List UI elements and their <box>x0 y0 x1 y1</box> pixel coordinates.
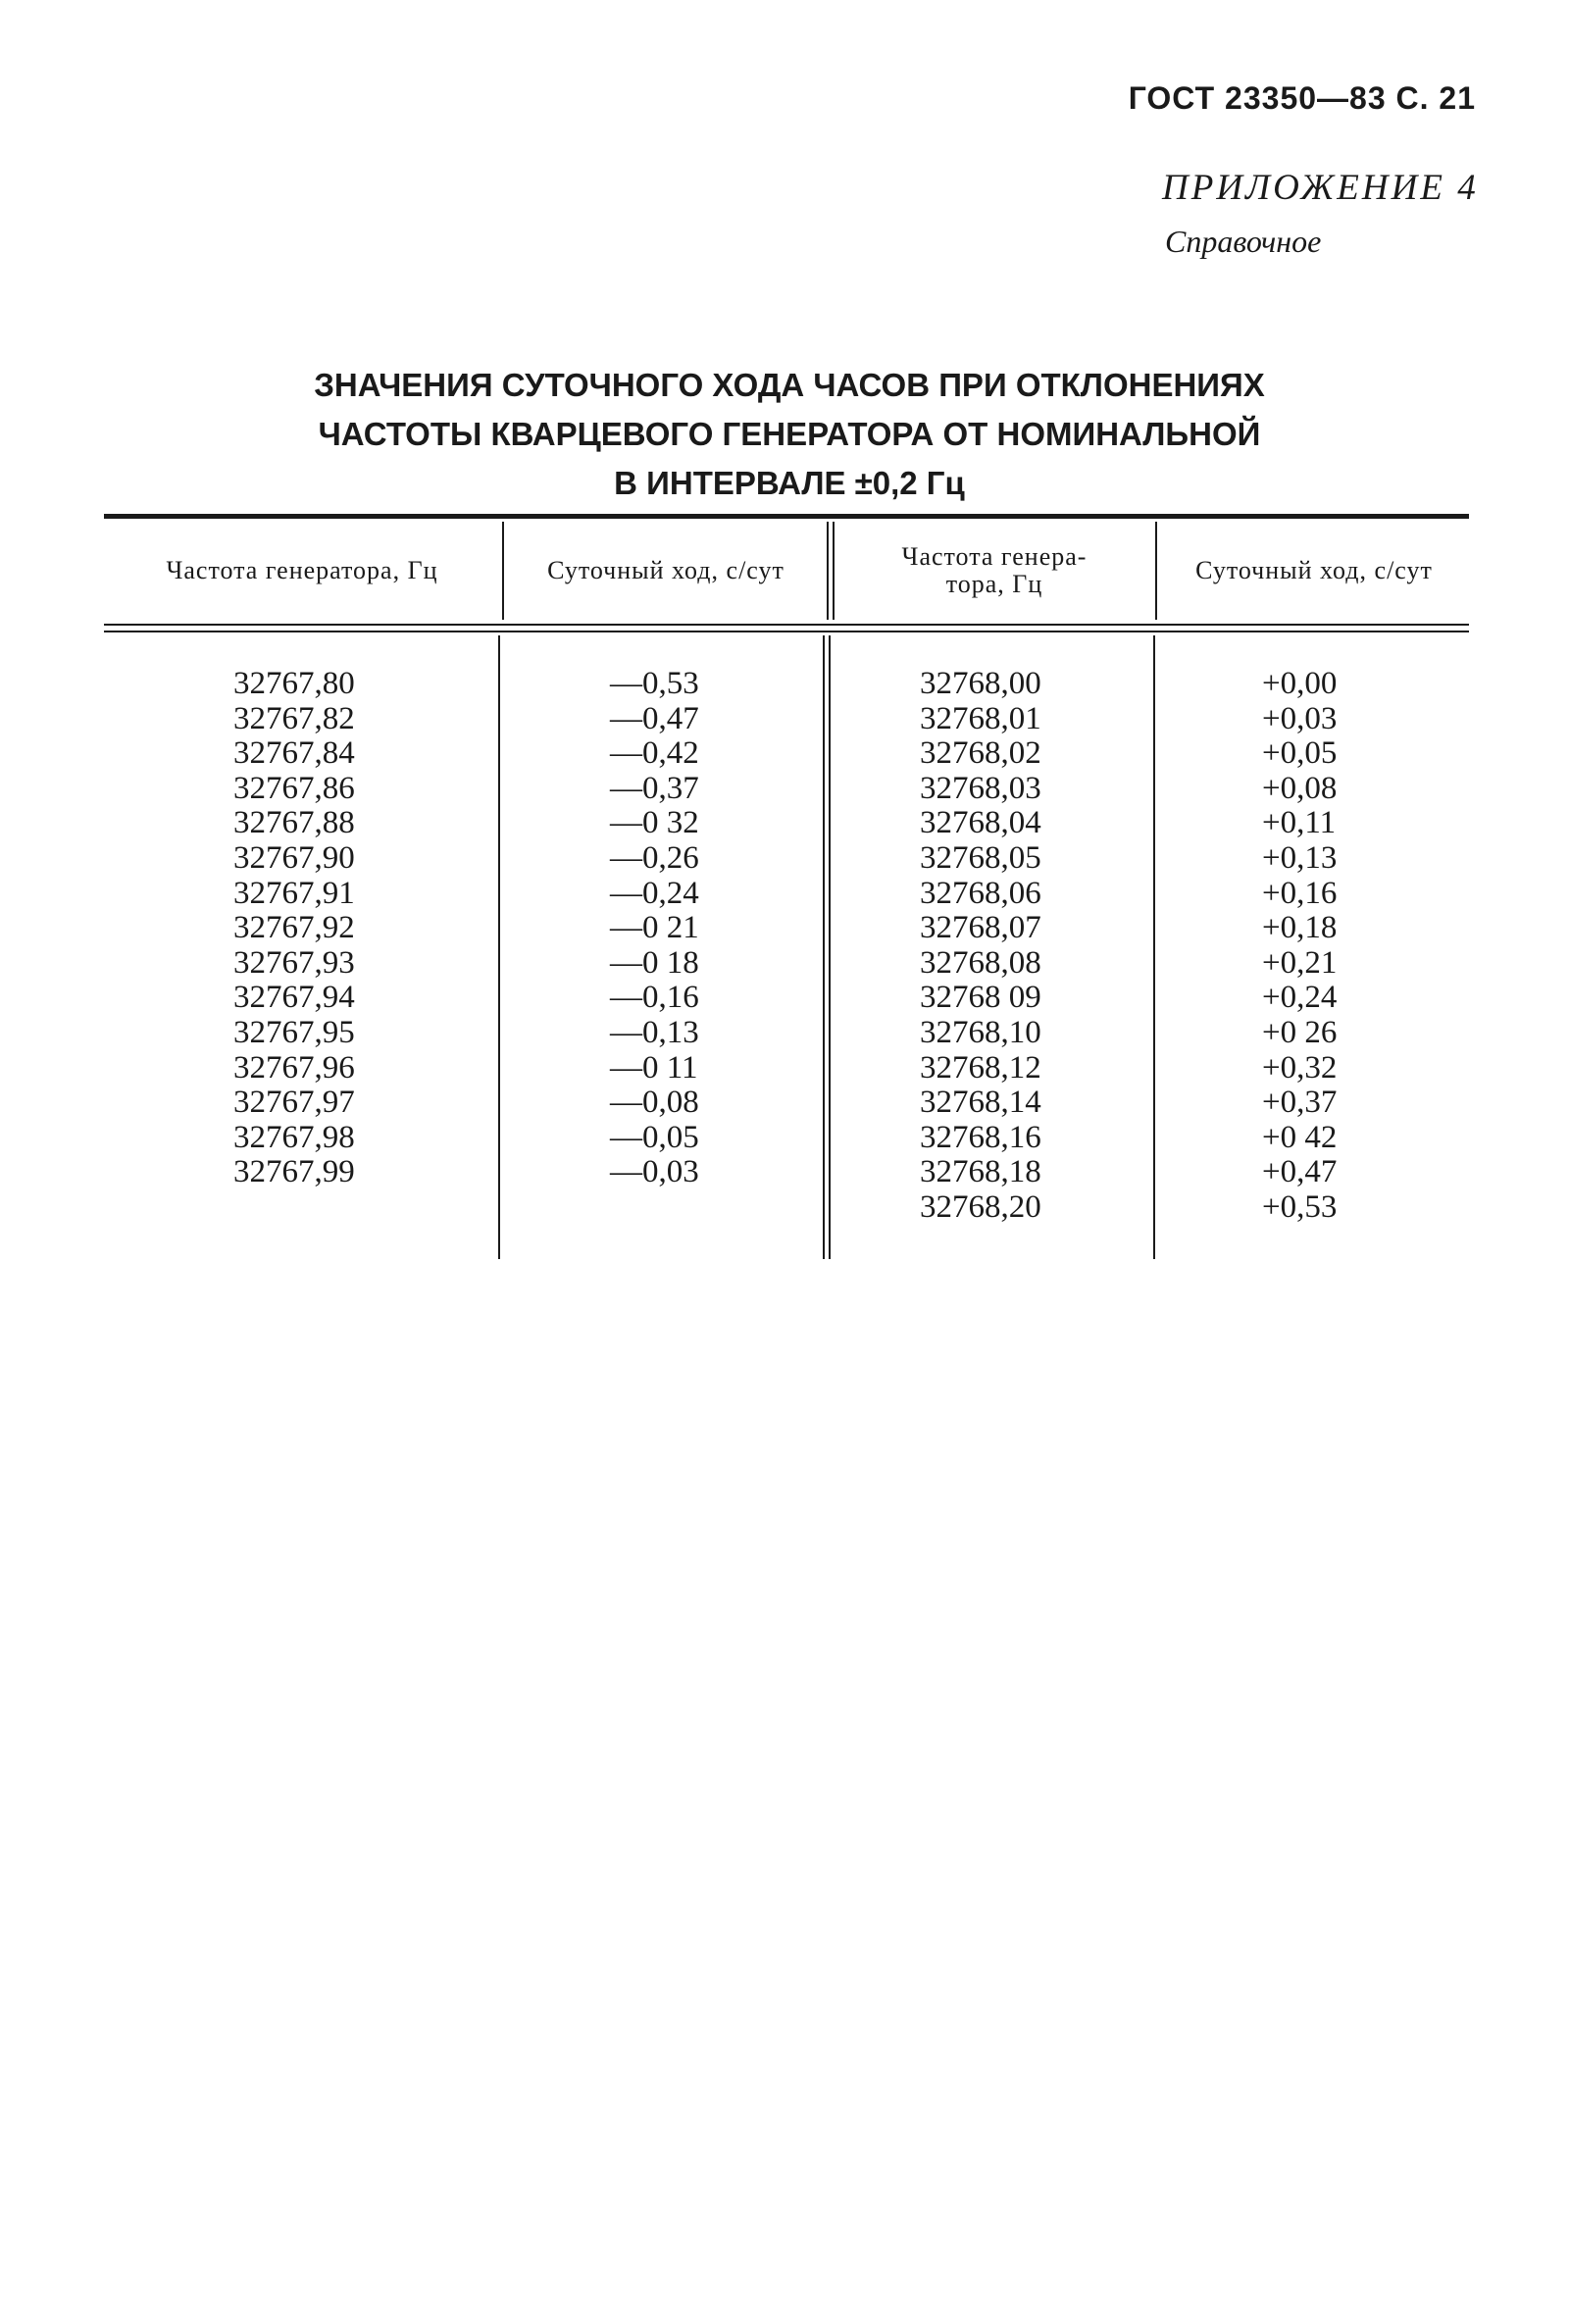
table-cell: 32768,04 <box>920 805 1041 841</box>
table-cell: 32768,18 <box>920 1154 1041 1190</box>
table-cell: —0,24 <box>610 875 699 911</box>
column-divider <box>833 522 835 620</box>
table-cell: 32768,06 <box>920 875 1041 911</box>
table-cell: 32767,82 <box>233 700 355 736</box>
table-cell: 32768,12 <box>920 1049 1041 1086</box>
table-cell: 32767,95 <box>233 1014 355 1050</box>
document-title <box>108 361 1471 508</box>
table-cell: +0,03 <box>1262 700 1338 736</box>
appendix-note: Справочное <box>1165 224 1322 259</box>
table-cell: 32768,02 <box>920 735 1041 772</box>
column-frequency-right <box>920 667 1041 1226</box>
table-cell: 32768,10 <box>920 1014 1041 1050</box>
column-frequency-left <box>233 667 355 1190</box>
table-cell: 32768,16 <box>920 1119 1041 1155</box>
table-cell: —0,42 <box>610 735 699 772</box>
table-cell: 32767,88 <box>233 805 355 841</box>
table-cell: +0,00 <box>1262 666 1338 701</box>
table-cell: 32767,84 <box>233 735 355 772</box>
table-cell: 32767,92 <box>233 910 355 946</box>
column-divider <box>502 522 504 620</box>
table-cell: 32767,98 <box>233 1119 355 1155</box>
table-cell: 32767,97 <box>233 1085 355 1121</box>
table-cell: 32768 09 <box>920 980 1041 1016</box>
table-cell: +0,18 <box>1262 910 1338 946</box>
table-cell: —0,37 <box>610 770 699 806</box>
table-cell: 32767,91 <box>233 875 355 911</box>
column-divider <box>498 635 500 1259</box>
table-cell: —0,26 <box>610 839 699 876</box>
table-cell: 32768,05 <box>920 839 1041 876</box>
table-cell: —0 11 <box>610 1049 698 1086</box>
page-header: ГОСТ 23350—83 С. 21 <box>1128 80 1476 116</box>
table-cell: —0 32 <box>610 805 699 841</box>
table-cell: +0,11 <box>1262 805 1337 841</box>
title-line: ЗНАЧЕНИЯ СУТОЧНОГО ХОДА ЧАСОВ ПРИ ОТКЛОНЕНИЯХ <box>314 367 1265 403</box>
header-frequency-left <box>104 522 500 620</box>
column-rate-left <box>610 667 699 1190</box>
table-cell: +0,08 <box>1262 770 1338 806</box>
table-cell: +0,05 <box>1262 735 1338 772</box>
table-cell: +0 26 <box>1262 1014 1338 1050</box>
table-cell: —0 21 <box>610 910 699 946</box>
header-rule <box>104 631 1469 632</box>
table-cell: 32768,00 <box>920 666 1041 701</box>
header-frequency-right <box>835 522 1153 620</box>
table-cell: +0,53 <box>1262 1188 1338 1225</box>
table-top-rule <box>104 514 1469 519</box>
title-line: ЧАСТОТЫ КВАРЦЕВОГО ГЕНЕРАТОРА ОТ НОМИНАЛЬНОЙ <box>318 416 1261 452</box>
table-cell: 32767,90 <box>233 839 355 876</box>
table-cell: +0,47 <box>1262 1154 1338 1190</box>
table-cell: +0,37 <box>1262 1085 1338 1121</box>
table-cell: —0 18 <box>610 944 699 981</box>
header-label: Частота генера- тора, Гц <box>901 542 1088 598</box>
table-cell: 32768,01 <box>920 700 1041 736</box>
table-cell: 32768,14 <box>920 1085 1041 1121</box>
table-cell: —0,03 <box>610 1154 699 1190</box>
table-cell: 32767,86 <box>233 770 355 806</box>
header-label: Суточный ход, с/сут <box>547 556 784 584</box>
column-rate-right <box>1262 667 1337 1226</box>
table-cell: 32767,96 <box>233 1049 355 1086</box>
table-cell: —0,08 <box>610 1085 699 1121</box>
table-cell: 32767,94 <box>233 980 355 1016</box>
table-cell: —0,47 <box>610 700 699 736</box>
header-rate-right <box>1159 522 1469 620</box>
table-cell: 32768,07 <box>920 910 1041 946</box>
table-cell: 32768,03 <box>920 770 1041 806</box>
column-divider <box>829 635 831 1259</box>
table-cell: +0,32 <box>1262 1049 1338 1086</box>
table-cell: —0,13 <box>610 1014 699 1050</box>
title-line: В ИНТЕРВАЛЕ ±0,2 Гц <box>614 465 965 501</box>
column-divider <box>1155 522 1157 620</box>
table-cell: —0,53 <box>610 666 699 701</box>
table-cell: 32768,08 <box>920 944 1041 981</box>
table-cell: 32767,93 <box>233 944 355 981</box>
column-divider <box>1153 635 1155 1259</box>
header-label: Суточный ход, с/сут <box>1195 556 1433 584</box>
table-cell: +0 42 <box>1262 1119 1338 1155</box>
table-cell: 32768,20 <box>920 1188 1041 1225</box>
table-cell: —0,16 <box>610 980 699 1016</box>
table-cell: +0,16 <box>1262 875 1338 911</box>
header-label: Частота генератора, Гц <box>166 556 438 584</box>
table-cell: +0,13 <box>1262 839 1338 876</box>
column-divider <box>823 635 825 1259</box>
table-cell: —0,05 <box>610 1119 699 1155</box>
table-cell: +0,21 <box>1262 944 1338 981</box>
table-cell: 32767,99 <box>233 1154 355 1190</box>
header-rate-left <box>506 522 826 620</box>
header-rule <box>104 624 1469 626</box>
appendix-title: ПРИЛОЖЕНИЕ 4 <box>1162 168 1479 208</box>
column-divider <box>827 522 829 620</box>
table-cell: +0,24 <box>1262 980 1338 1016</box>
table-cell: 32767,80 <box>233 666 355 701</box>
